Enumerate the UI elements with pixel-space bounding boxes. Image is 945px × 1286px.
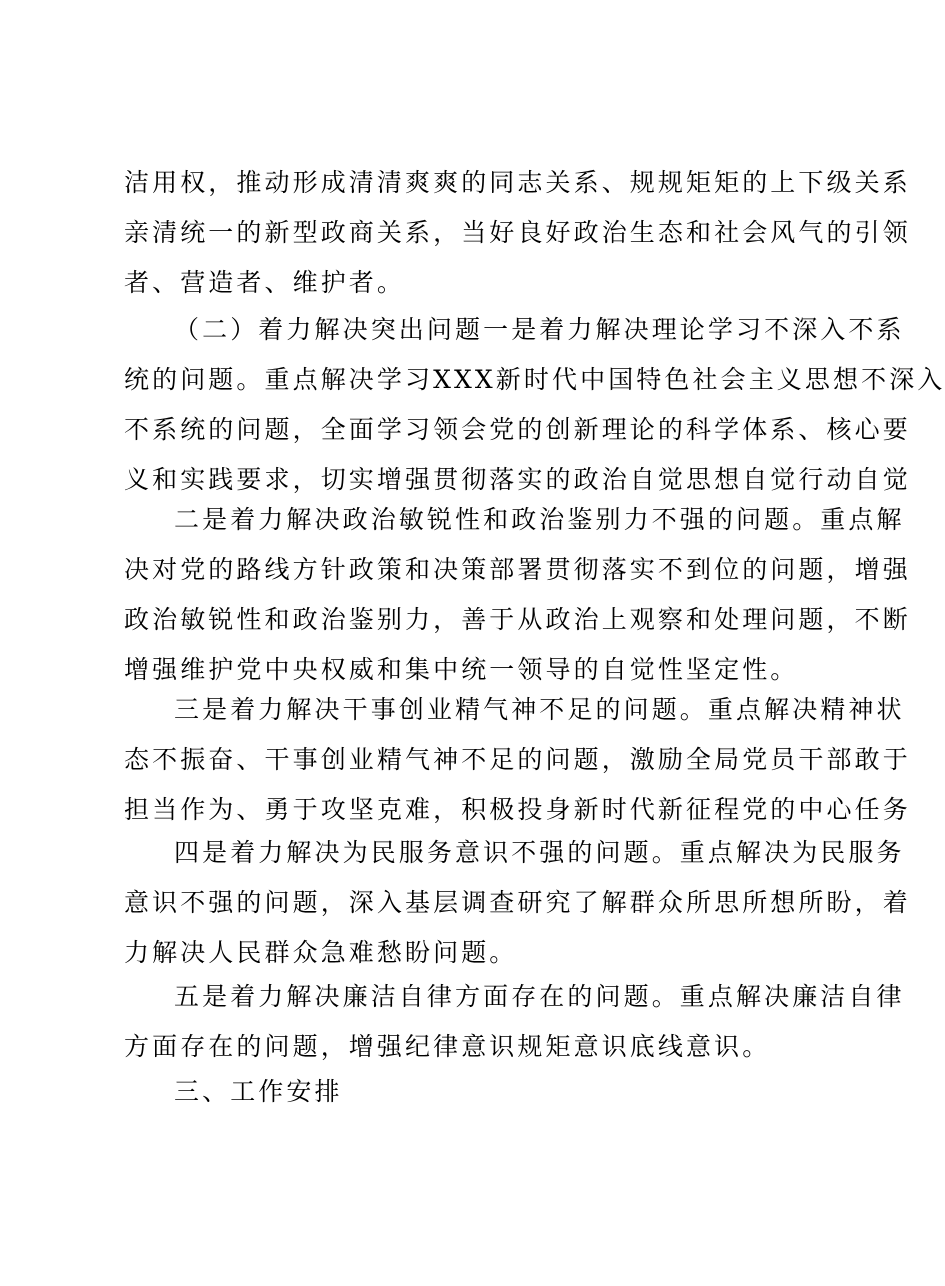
paragraph-1 bbox=[124, 158, 911, 308]
text-line: 政治敏锐性和政治鉴别力，善于从政治上观察和处理问题，不断 bbox=[124, 605, 911, 634]
text-line: 义和实践要求，切实增强贯彻落实的政治自觉思想自觉行动自觉 bbox=[124, 465, 911, 494]
text-line-indented: 三是着力解决干事创业精气神不足的问题。重点解决精神状 bbox=[174, 695, 905, 724]
text-line: 不系统的问题，全面学习领会党的创新理论的科学体系、核心要 bbox=[124, 415, 911, 444]
text-line: 力解决人民群众急难愁盼问题。 bbox=[124, 938, 518, 967]
text-line: 态不振奋、干事创业精气神不足的问题，激励全局党员干部敢于 bbox=[124, 745, 911, 774]
text-line: 增强维护党中央权威和集中统一领导的自觉性坚定性。 bbox=[124, 655, 799, 684]
text-line: 决对党的路线方针政策和决策部署贯彻落实不到位的问题，增强 bbox=[124, 555, 911, 584]
text-line: 洁用权，推动形成清清爽爽的同志关系、规规矩矩的上下级关系 bbox=[124, 168, 911, 197]
text-line: 意识不强的问题，深入基层调查研究了解群众所思所想所盼，着 bbox=[124, 888, 911, 917]
text-line-indented: （二）着力解决突出问题一是着力解决理论学习不深入不系 bbox=[174, 315, 905, 344]
text-line-indented: 四是着力解决为民服务意识不强的问题。重点解决为民服务 bbox=[174, 838, 905, 867]
paragraph-3 bbox=[124, 495, 911, 695]
text-line: 统的问题。重点解决学习XXX新时代中国特色社会主义思想不深入 bbox=[124, 365, 945, 394]
paragraph-4 bbox=[124, 685, 911, 835]
text-line-indented: 二是着力解决政治敏锐性和政治鉴别力不强的问题。重点解 bbox=[174, 505, 905, 534]
paragraph-2 bbox=[124, 305, 945, 505]
paragraph-6 bbox=[124, 972, 905, 1072]
text-line: 担当作为、勇于攻坚克难，积极投身新时代新征程党的中心任务 bbox=[124, 795, 911, 824]
section-heading-text: 三、工作安排 bbox=[174, 1077, 343, 1106]
paragraph-5 bbox=[124, 828, 911, 978]
section-heading bbox=[124, 1067, 814, 1117]
text-line: 者、营造者、维护者。 bbox=[124, 268, 406, 297]
text-line-indented: 五是着力解决廉洁自律方面存在的问题。重点解决廉洁自律 bbox=[174, 982, 905, 1011]
text-line: 亲清统一的新型政商关系，当好良好政治生态和社会风气的引领 bbox=[124, 218, 911, 247]
text-line: 方面存在的问题，增强纪律意识规矩意识底线意识。 bbox=[124, 1032, 771, 1061]
